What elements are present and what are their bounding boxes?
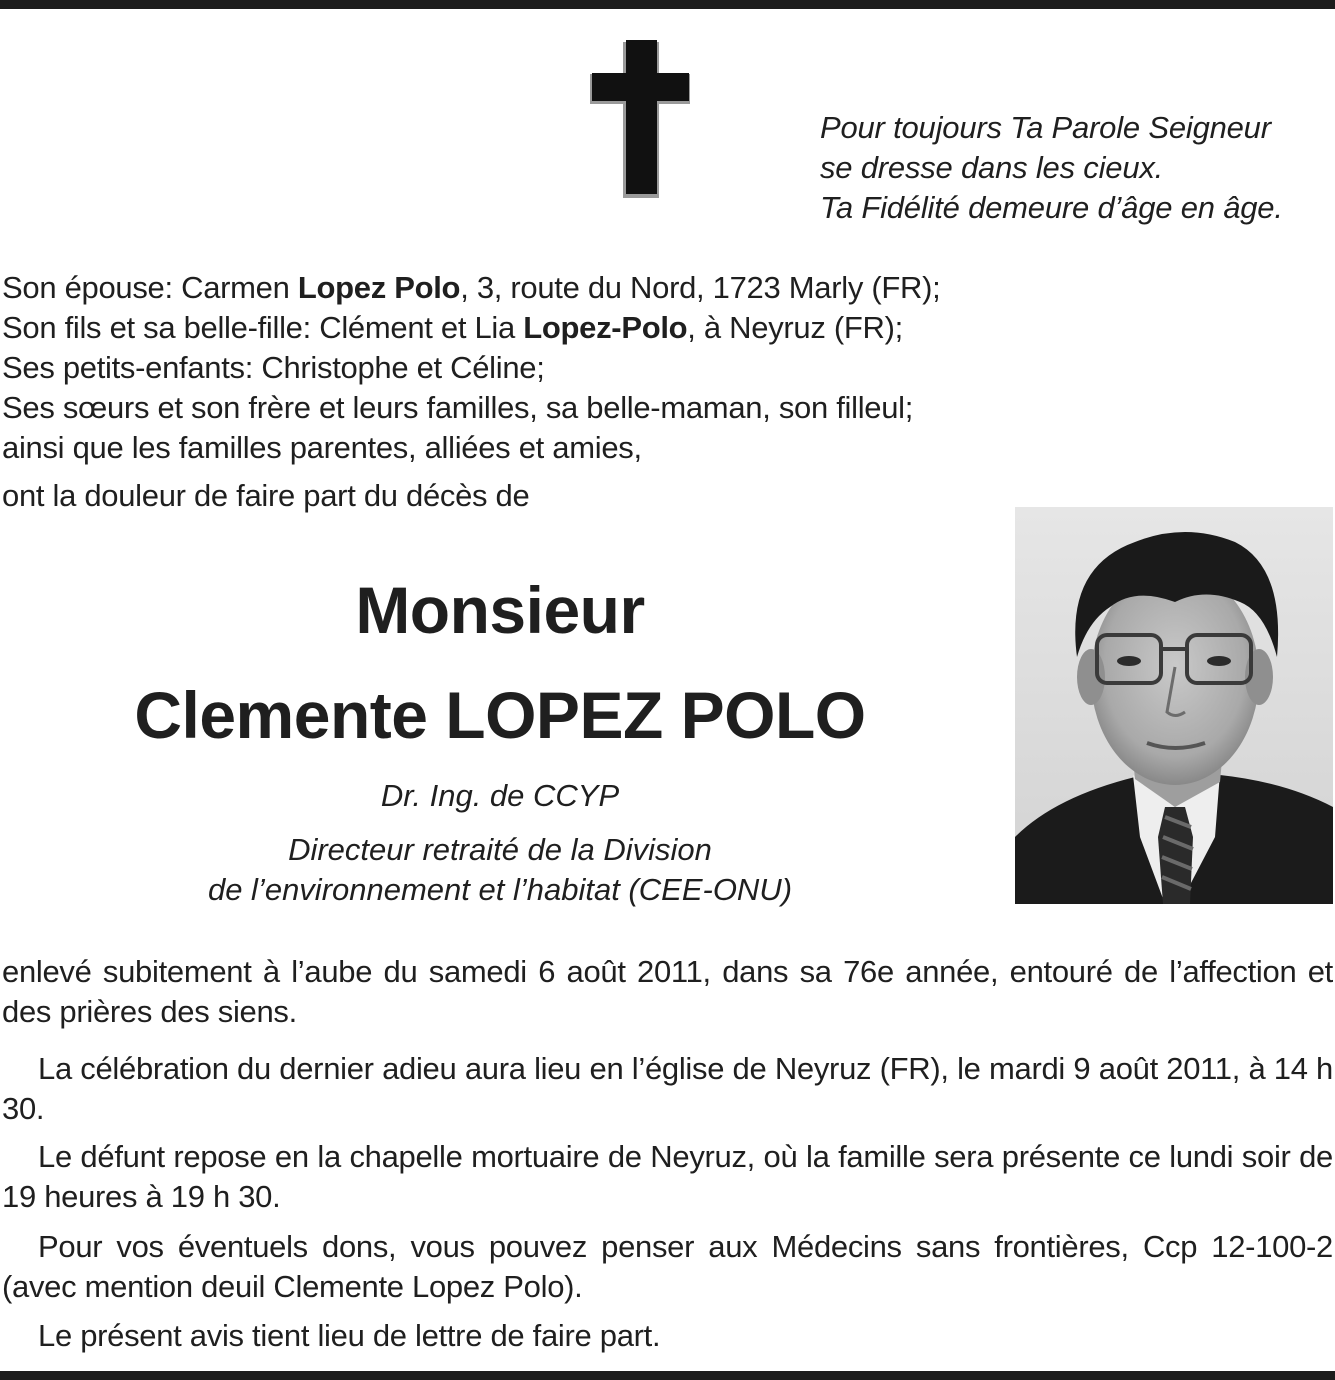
spouse-surname: Lopez Polo — [297, 270, 461, 305]
son-address: , à Neyruz (FR); — [687, 310, 903, 345]
deceased-honorific: Monsieur — [355, 573, 645, 647]
family-grandchildren: Ses petits-enfants: Christophe et Céline; — [2, 350, 545, 385]
paragraph-death: enlevé subitement à l’aube du samedi 6 août 2011, dans sa 76e année, entouré de l’affection et des prières des siens. — [2, 954, 1333, 1029]
deceased-degree: Dr. Ing. de CCYP — [380, 778, 620, 813]
verse-line: se dresse dans les cieux. — [820, 150, 1164, 185]
son-text: Son fils et sa belle-fille: Clément et Lia — [2, 310, 524, 345]
family-spouse — [2, 268, 940, 308]
family-relatives: ainsi que les familles parentes, alliées et amies, — [2, 430, 642, 465]
top-rule — [0, 0, 1335, 9]
verse-line: Pour toujours Ta Parole Seigneur — [820, 110, 1271, 145]
bottom-rule — [0, 1371, 1335, 1380]
paragraph-chapel: Le défunt repose en la chapelle mortuaire de Neyruz, où la famille sera présente ce lundi soir de 19 heures à 19 h 30. — [2, 1139, 1333, 1214]
paragraph-donations: Pour vos éventuels dons, vous pouvez penser aux Médecins sans frontières, Ccp 12-100-2 (avec mention deuil Clemente Lopez Polo). — [2, 1229, 1333, 1304]
spouse-text: Son épouse: Carmen — [2, 270, 298, 305]
family-son — [2, 308, 940, 348]
family-list — [2, 268, 940, 468]
bible-verse — [820, 108, 1283, 228]
paragraph-notice: Le présent avis tient lieu de lettre de faire part. — [38, 1318, 661, 1353]
son-surname: Lopez-Polo — [523, 310, 688, 345]
position-line: Directeur retraité de la Division — [288, 832, 712, 867]
paragraph-ceremony: La célébration du dernier adieu aura lieu en l’église de Neyruz (FR), le mardi 9 août 2011, à 14 h 30. — [2, 1051, 1333, 1126]
cross-icon — [588, 40, 692, 198]
portrait-photo — [1015, 507, 1333, 904]
family-siblings: Ses sœurs et son frère et leurs familles, sa belle-maman, son filleul; — [2, 390, 914, 425]
verse-line: Ta Fidélité demeure d’âge en âge. — [820, 190, 1283, 225]
deceased-position — [0, 830, 1000, 910]
spouse-address: , 3, route du Nord, 1723 Marly (FR); — [460, 270, 941, 305]
announcement: ont la douleur de faire part du décès de — [2, 478, 530, 513]
deceased-name: Clemente LOPEZ POLO — [134, 678, 866, 752]
position-line: de l’environnement et l’habitat (CEE-ONU) — [207, 872, 793, 907]
